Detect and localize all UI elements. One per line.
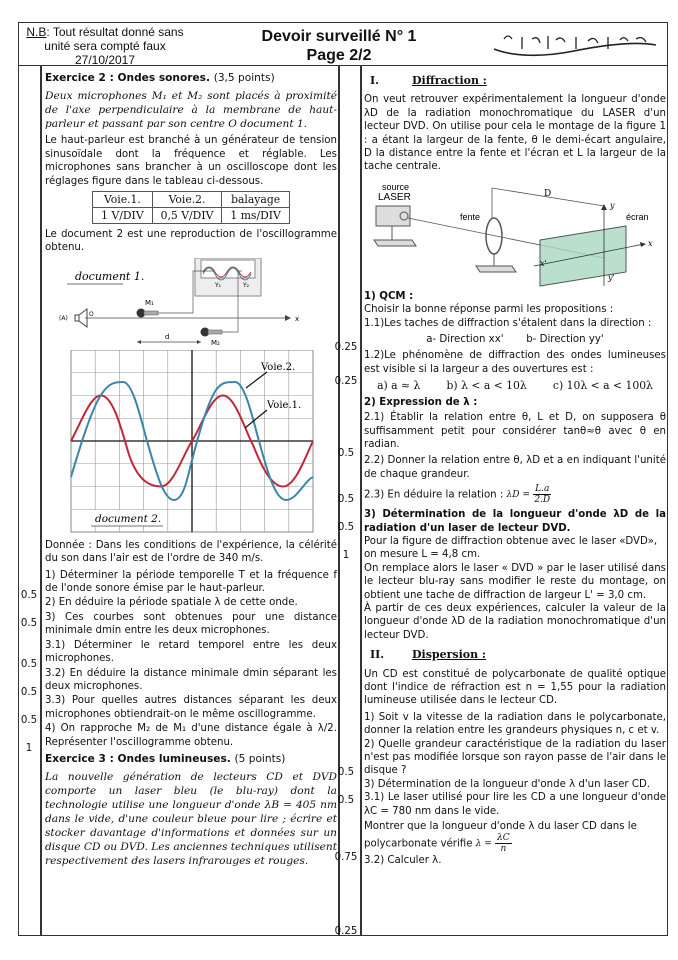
mark: 0.5 bbox=[20, 590, 38, 601]
left-margin-divider bbox=[40, 66, 42, 936]
mark: 1 bbox=[25, 743, 33, 754]
exercise3-title: Exercice 3 : Ondes lumineuses. (5 points) bbox=[45, 752, 286, 765]
exercise2-question-3-1: 3.1) Déterminer le retard temporel entre les deux microphones. bbox=[45, 639, 337, 665]
svg-text:O: O bbox=[89, 310, 94, 318]
exercise2-question-4: 4) On rapproche M₂ de M₁ d'une distance égale à λ/2. Représenter l'oscillogramme obtenu. bbox=[45, 723, 337, 748]
mark: 0.5 bbox=[337, 448, 355, 459]
dispersion-question-2: 2) Quelle grandeur caractéristique de la radiation du laser n'est pas modifiée lorsque son rayon passe de l'air dans le disque ? bbox=[364, 738, 666, 777]
svg-text:x: x bbox=[648, 238, 653, 248]
exercise2-data: Donnée : Dans les conditions de l'expérience, la célérité du son dans l'air est de l'ordre de 340 m/s. bbox=[45, 539, 337, 565]
exam-title: Devoir surveillé N° 1 bbox=[261, 28, 417, 45]
nb-text: : Tout résultat donné sans unité sera compté faux bbox=[44, 25, 184, 53]
question-2-3: 2.3) En déduire la relation : λD = $\frac{L.a}{2.D}$ bbox=[364, 484, 551, 506]
mark: 0.5 bbox=[20, 715, 38, 726]
question-1-1-options bbox=[364, 333, 666, 346]
mark: 0.25 bbox=[334, 926, 358, 937]
nb-label: N.B bbox=[26, 25, 47, 39]
document1-label: document 1. bbox=[75, 269, 145, 283]
option-c: c) 10λ < a < 100λ bbox=[552, 379, 653, 393]
question-1-2: 1.2)Le phénomène de diffraction des ondes lumineuses est visible si la largeur a des ouvertures est : bbox=[364, 350, 666, 375]
section-diffraction: I. Diffraction : bbox=[370, 74, 487, 87]
svg-text:x: x bbox=[295, 314, 300, 323]
question-2-1: 2.1) Établir la relation entre θ, L et D, on supposera θ suffisamment petit pour considérer tanθ≈θ avec θ en radian. bbox=[364, 412, 666, 450]
slit-icon bbox=[486, 218, 502, 254]
question-1-1: 1.1)Les taches de diffraction s'étalent dans la direction : bbox=[364, 317, 652, 329]
svg-text:fente: fente bbox=[460, 211, 481, 222]
question-3-p3: À partir de ces deux expériences, calculer la valeur de la longueur d'onde λD de la radiation monochromatique d'un lecteur DVD. bbox=[364, 602, 666, 641]
exercise2-question-1: 1) Déterminer la période temporelle T et la fréquence f de l'onde sonore émise par le haut-parleur. bbox=[45, 569, 337, 595]
option-b: b) λ < a < 10λ bbox=[446, 379, 527, 393]
dispersion-question-3: 3) Détermination de la longueur d'onde λ d'un laser CD. bbox=[364, 778, 651, 790]
question-3-p1: Pour la figure de diffraction obtenue avec le laser «DVD», on mesure L = 4,8 cm. bbox=[364, 535, 658, 561]
expression-title: 2) Expression de λ : bbox=[364, 396, 478, 408]
svg-text:x': x' bbox=[540, 258, 547, 268]
mark: 0.5 bbox=[20, 659, 38, 670]
question-1-2-options bbox=[364, 379, 666, 392]
qcm-title: 1) QCM : bbox=[364, 290, 414, 302]
mark: 0.5 bbox=[20, 618, 38, 629]
mark: 1 bbox=[342, 550, 350, 561]
svg-text:d: d bbox=[165, 332, 170, 341]
dispersion-question-3-2: 3.2) Calculer λ. bbox=[364, 855, 442, 867]
table-header-row: Voie.1. Voie.2. balayage bbox=[93, 192, 290, 208]
formula-fraction: $\frac{L.a}{2.D}$ bbox=[534, 484, 551, 506]
mark: 0.5 bbox=[337, 767, 355, 778]
exercise2-question-2: 2) En déduire la période spatiale λ de cette onde. bbox=[45, 597, 298, 609]
diffraction-intro: On veut retrouver expérimentalement la longueur d'onde λD de la radiation monochromatique du LASER d'un lecteur DVD. On utilise pour cela le montage de la figure 1 : a étant la largeur de la fente, θ le demi-écart angulaire, D la distance entre la fente et l'écran et L la largeur de la tache centrale. bbox=[364, 94, 666, 173]
dispersion-intro: Un CD est constitué de polycarbonate de qualité optique dont l'indice de réfraction est n = 1,55 pour la radiation lumineuse utilisée dans le lecteur CD. bbox=[364, 668, 666, 707]
mark: 0.5 bbox=[337, 795, 355, 806]
exercise3-intro: La nouvelle génération de lecteurs CD et DVD comporte un laser bleu (le blu-ray) dont la technologie utilise une longueur d'onde λB = 405 nm dans le vide, d'une couleur bleue pour lire ; écrire et stocker davantage d'informations et données sur un disque CD ou DVD. Les anciennes techniques utilisent respectivement des lasers infrarouges et rouges. bbox=[45, 771, 337, 868]
exercise2-title: Exercice 2 : Ondes sonores. (3,5 points) bbox=[45, 72, 275, 84]
oscilloscope-screen-icon bbox=[201, 260, 255, 278]
dispersion-question-1: 1) Soit v la vitesse de la radiation dans le polycarbonate, donner la relation entre les grandeurs physiques n, c et v. bbox=[364, 711, 666, 737]
svg-text:écran: écran bbox=[626, 211, 649, 222]
svg-text:LASER: LASER bbox=[378, 191, 411, 203]
mark: 0.75 bbox=[334, 852, 358, 863]
exercise2-points: (3,5 points) bbox=[213, 72, 275, 84]
option-b: b- Direction yy' bbox=[526, 334, 604, 346]
document1-figure bbox=[45, 258, 337, 348]
header bbox=[18, 22, 668, 66]
question-3-title: 3) Détermination de la longueur d'onde λD de la radiation d'un laser de lecteur DVD. bbox=[364, 509, 666, 534]
svg-text:M₁: M₁ bbox=[145, 298, 154, 307]
exercise3-column bbox=[364, 72, 666, 868]
mark: 0.5 bbox=[337, 494, 355, 505]
exercise2-column bbox=[45, 72, 337, 871]
svg-text:(A): (A) bbox=[59, 314, 68, 322]
svg-text:y: y bbox=[610, 200, 615, 210]
exercise2-question-3-3: 3.3) Pour quelles autres distances séparant les deux microphones obtiendrait-on le même oscillogramme. bbox=[45, 695, 337, 720]
svg-text:y': y' bbox=[608, 272, 615, 282]
exam-page bbox=[18, 22, 670, 942]
formula-fraction: $\frac{\lambda C}{n}$ bbox=[497, 833, 510, 855]
exercise2-question-3-2: 3.2) En déduire la distance minimale dmin séparant les deux microphones. bbox=[45, 667, 337, 692]
table-row: 1 V/DIV 0,5 V/DIV 1 ms/DIV bbox=[93, 208, 290, 224]
mark: 0.5 bbox=[337, 522, 355, 533]
exercise2-setup: Le haut-parleur est branché à un générateur de tension sinusoïdale dont la fréquence et réglable. Les microphones sans brancher à un oscilloscope dont les réglages figure dans le tableau ci-dessous. bbox=[45, 135, 337, 187]
nb-note bbox=[25, 25, 185, 67]
question-3-p2: On remplace alors le laser « DVD » par le laser utilisé dans le lecteur blu-ray sans modifier le reste du montage, on obtient une tache de diffraction de largeur L' = 3,0 cm. bbox=[364, 562, 666, 601]
option-a: a- Direction xx' bbox=[426, 334, 504, 346]
dispersion-question-3-1-formula: Montrer que la longueur d'onde λ du laser CD dans le polycarbonate vérifie λ = $\frac{\lambda C}{n}$ bbox=[364, 821, 637, 855]
voie2-label: Voie.2. bbox=[261, 361, 296, 373]
dispersion-question-3-1: 3.1) Le laser utilisé pour lire les CD a une longueur d'onde λC = 780 nm dans le vide. bbox=[364, 792, 666, 817]
exercise3-points: (5 points) bbox=[234, 752, 286, 765]
svg-text:Y₁: Y₁ bbox=[215, 281, 222, 289]
svg-text:M₂: M₂ bbox=[211, 338, 220, 347]
diffraction-setup-figure bbox=[364, 178, 666, 288]
voie1-label: Voie.1. bbox=[267, 399, 302, 411]
page-title bbox=[219, 27, 459, 65]
mark: 0.25 bbox=[334, 376, 358, 387]
document2-intro: Le document 2 est une reproduction de l'oscillogramme obtenu. bbox=[45, 229, 337, 254]
school-logo-icon bbox=[484, 31, 664, 59]
exercise2-intro: Deux microphones M₁ et M₂ sont placés à proximité de l'axe perpendiculaire à la membrane de haut-parleur et passant par son centre O document 1. bbox=[45, 90, 337, 131]
laser-source-icon bbox=[376, 206, 410, 226]
question-2-2: 2.2) Donner la relation entre θ, λD et a en indiquant l'unité de chaque grandeur. bbox=[364, 455, 666, 480]
exam-date: 27/10/2017 bbox=[74, 53, 136, 67]
svg-text:D: D bbox=[544, 188, 552, 199]
page-number: Page 2/2 bbox=[306, 47, 372, 64]
svg-text:source: source bbox=[382, 181, 410, 192]
exercise2-question-3: 3) Ces courbes sont obtenues pour une distance minimale dmin entre les deux microphones. bbox=[45, 611, 337, 637]
document2-label: document 2. bbox=[95, 512, 162, 525]
section-dispersion: II. Dispersion : bbox=[370, 648, 486, 662]
svg-text:Y₂: Y₂ bbox=[243, 281, 250, 289]
document2-oscillogram bbox=[45, 350, 337, 536]
mark: 0.25 bbox=[334, 342, 358, 353]
qcm-instruction: Choisir la bonne réponse parmi les propositions : bbox=[364, 304, 614, 316]
option-a: a) a ≈ λ bbox=[377, 379, 421, 393]
mark: 0.5 bbox=[20, 687, 38, 698]
oscilloscope-settings-table bbox=[92, 191, 290, 224]
